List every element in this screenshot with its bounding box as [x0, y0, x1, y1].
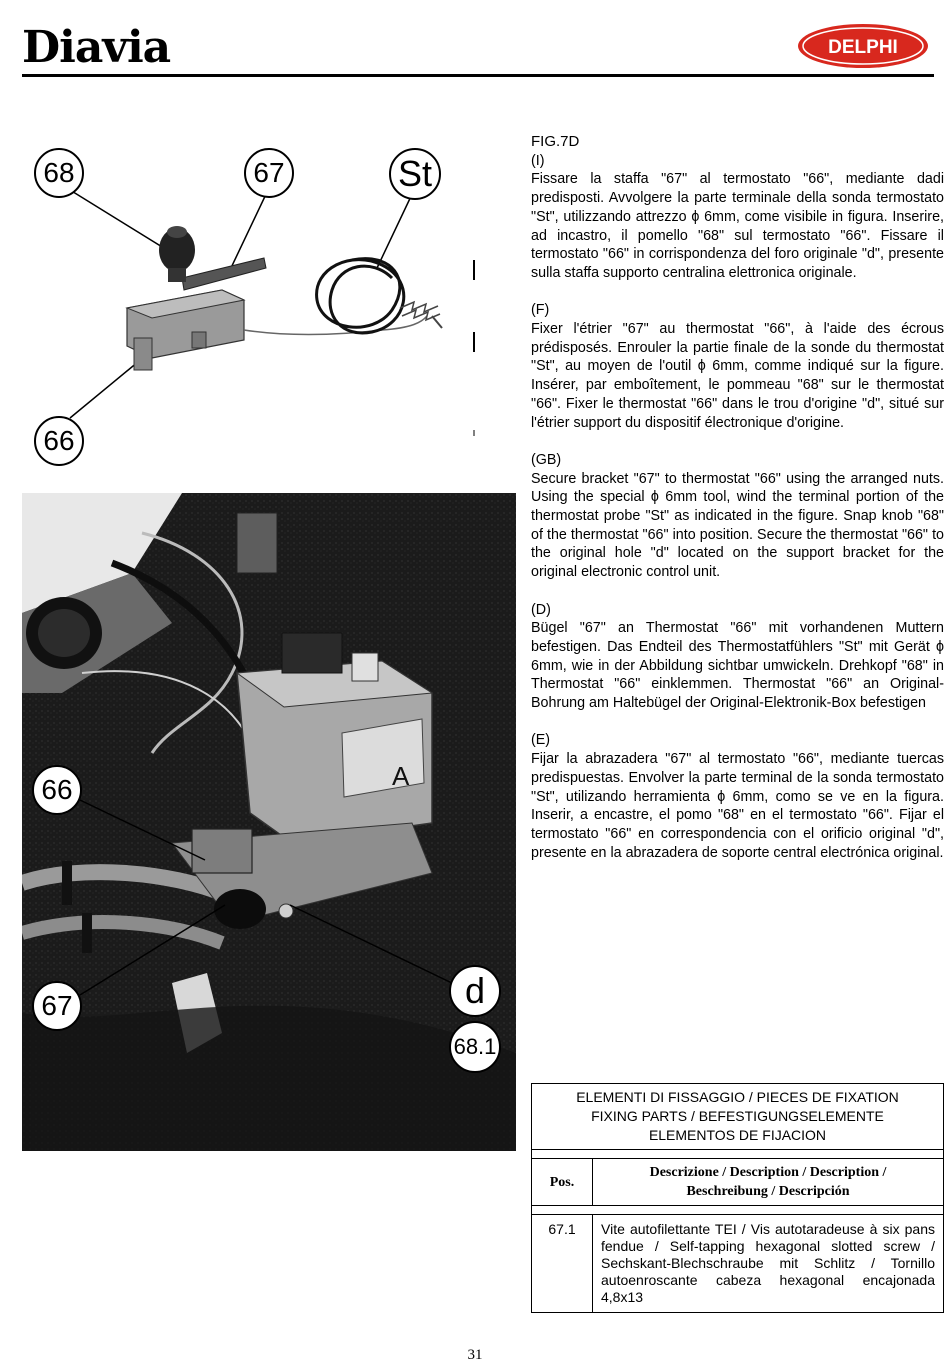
lang-label-de: (D) — [531, 601, 551, 618]
instructions-en: Secure bracket "67" to thermostat "66" using the arranged nuts. Using the special ϕ 6mm tool, wind the terminal portion of the thermostat probe "St" as indicated in the figure. Snap knob "68" of the thermostat "66" into position. Secure the thermostat "66" to the original hole "d" located on the support bracket for the original electronic control unit. — [531, 470, 944, 581]
diavia-logo: Diavia — [22, 22, 171, 73]
figure-title: FIG.7D — [531, 133, 580, 150]
column-header-description — [593, 1159, 944, 1206]
header-rule — [22, 74, 934, 77]
column-header-line: Beschreibung / Descripción — [686, 1184, 850, 1199]
fixing-parts-table — [531, 1083, 944, 1313]
lang-label-en: (GB) — [531, 451, 562, 468]
callout-st: St — [389, 148, 441, 200]
callout-68: 68 — [34, 148, 84, 198]
page-number: 31 — [467, 1347, 483, 1363]
table-row — [532, 1215, 944, 1313]
callout-67-photo: 67 — [32, 981, 82, 1031]
row-description: Vite autofilettante TEI / Vis autotaradeuse à six pans fendue / Self-tapping hexagonal slotted screw / Sechskant-Blechschraube mit Schlitz / Tornillo autoenroscante cabeza hexagonal encajonada 4,8x13 — [593, 1215, 944, 1313]
delphi-logo — [796, 22, 930, 70]
instructions-column — [531, 133, 944, 881]
instructions-es: Fijar la abrazadera "67" al termostato "66", mediante tuercas predispuestas. Envolver la parte terminal de la sonda termostato "St", utilizando herramienta ϕ 6mm, como se ve en la figura. Inserir, a encastre, el pomo "68" en el termostato "66". Fijar el termostato "66" en correspondencia con el orificio original "d", presente en la abrazadera de soporte central electrónica original. — [531, 751, 944, 861]
fixing-title-line: ELEMENTI DI FISSAGGIO / PIECES DE FIXATION — [576, 1089, 899, 1105]
ecu-label: A — [392, 761, 410, 791]
callout-67: 67 — [244, 148, 294, 198]
lang-label-es: (E) — [531, 732, 551, 749]
column-header-pos: Pos. — [532, 1159, 593, 1206]
fixing-title-line: FIXING PARTS / BEFESTIGUNGSELEMENTE — [591, 1108, 884, 1124]
callout-66-photo: 66 — [32, 765, 82, 815]
instructions-it: Fissare la staffa "67" al termostato "66", mediante dadi predisposti. Avvolgere la parte terminale della sonda termostato "St", utilizzando attrezzo ϕ 6mm, come visibile in figura. Inserire, ad incastro, il pomello "68" sul termostato "66". Fissare il termostato "66" in corrispondenza del foro originale "d", presente sulla staffa supporto centralina elettronica originale. — [531, 171, 944, 281]
callout-68-1-photo: 68.1 — [449, 1021, 501, 1073]
instructions-de: Bügel "67" an Thermostat "66" mit vorhandenen Muttern befestigen. Das Endteil des Thermostatfühlers "St" mit Gerät ϕ 6mm, wie in der Abbildung sichtbar umwickeln. Drehkopf "68" in Thermostat "66" einklemmen. Thermostat "66" an Original-Bohrung am Haltebügel der Original-Elektronik-Box befestigen — [531, 620, 944, 712]
lang-label-fr: (F) — [531, 302, 550, 319]
callout-66: 66 — [34, 416, 84, 466]
installation-photo — [22, 493, 516, 1151]
column-header-line: Descrizione / Description / Description / — [649, 1165, 887, 1180]
row-pos: 67.1 — [532, 1215, 593, 1313]
thermostat-figure — [22, 140, 512, 470]
delphi-logo-text: DELPHI — [828, 37, 898, 58]
fixing-title-line: ELEMENTOS DE FIJACION — [648, 1127, 827, 1143]
callout-d-photo: d — [449, 965, 501, 1017]
fixing-parts-title — [532, 1084, 944, 1150]
lang-label-it: (I) — [531, 152, 545, 169]
instructions-fr: Fixer l'étrier "67" au thermostat "66", à l'aide des écrous prédisposés. Enrouler la partie finale de la sonde du thermostat "St", au moyen de l'outil ϕ 6mm, comme indiqué sur la figure. Insérer, par emboîtement, le pommeau "68" sur le thermostat "66". Fixer le thermostat "66" dans le trou d'origine "d", situé sur l'étrier support du dispositif électronique d'origine. — [531, 321, 944, 431]
